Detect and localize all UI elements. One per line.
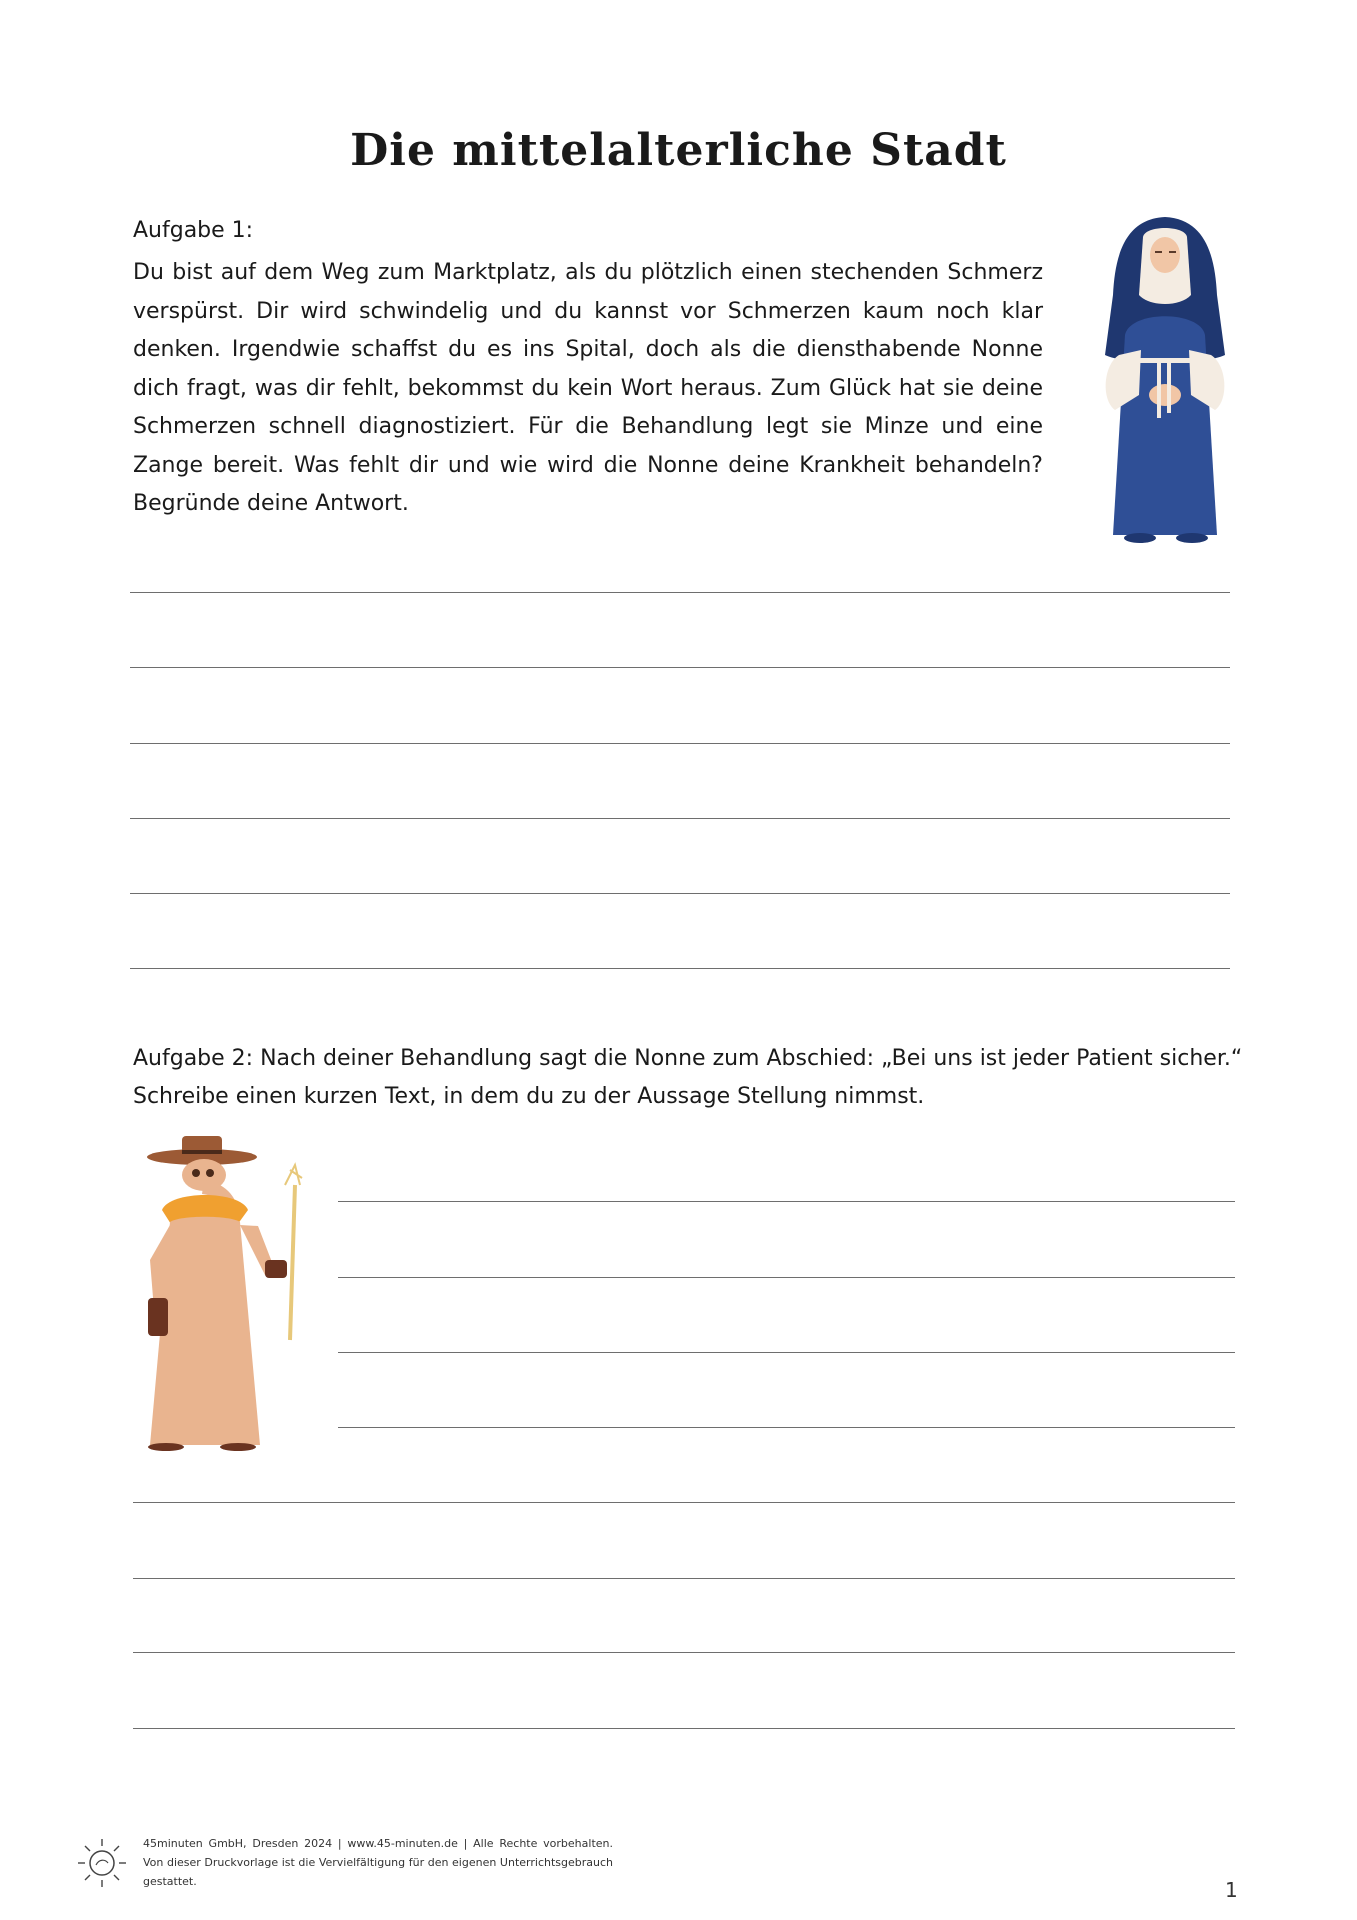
answer-line[interactable] (130, 743, 1230, 744)
sun-logo-icon (74, 1835, 130, 1891)
task2-text: Aufgabe 2: Nach deiner Behandlung sagt die Nonne zum Abschied: „Bei uns ist jeder Patient sicher.“ Schreibe einen kurzen Text, in dem du zu der Aussage Stellung nimmst. (133, 1046, 1243, 1109)
answer-line[interactable] (130, 818, 1230, 819)
answer-line[interactable] (338, 1201, 1235, 1202)
footer-copyright: 45minuten GmbH, Dresden 2024 | www.45-minuten.de | Alle Rechte vorbehalten. Von dieser Druckvorlage ist die Vervielfältigung für den eigenen Unterrichtsgebrauch gestattet. (143, 1837, 613, 1888)
answer-line[interactable] (338, 1352, 1235, 1353)
answer-line[interactable] (133, 1578, 1235, 1579)
task1-text: Du bist auf dem Weg zum Marktplatz, als du plötzlich einen stechenden Schmerz verspürst. Dir wird schwindelig und du kannst vor Schmerzen kaum noch klar denken. Irgendwie schaffst du es ins Spital, doch als die diensthabende Nonne dich fragt, was dir fehlt, bekommst du kein Wort heraus. Zum Glück hat sie deine Schmerzen schnell diagnostiziert. Für die Behandlung legt sie Minze und eine Zange bereit. Was fehlt dir und wie wird die Nonne deine Krankheit behandeln? Begründe deine Antwort. (133, 260, 1043, 516)
page-title: Die mittelalterliche Stadt (350, 125, 1007, 176)
answer-line[interactable] (130, 592, 1230, 593)
answer-line[interactable] (130, 893, 1230, 894)
nun-illustration (1095, 215, 1235, 550)
answer-line[interactable] (338, 1427, 1235, 1428)
answer-line[interactable] (130, 667, 1230, 668)
plague-doctor-illustration (140, 1130, 315, 1465)
page-number: 1 (1225, 1878, 1238, 1902)
answer-line[interactable] (133, 1652, 1235, 1653)
answer-line[interactable] (133, 1502, 1235, 1503)
task1-label: Aufgabe 1: (133, 218, 254, 243)
answer-line[interactable] (338, 1277, 1235, 1278)
answer-line[interactable] (130, 968, 1230, 969)
answer-line[interactable] (133, 1728, 1235, 1729)
